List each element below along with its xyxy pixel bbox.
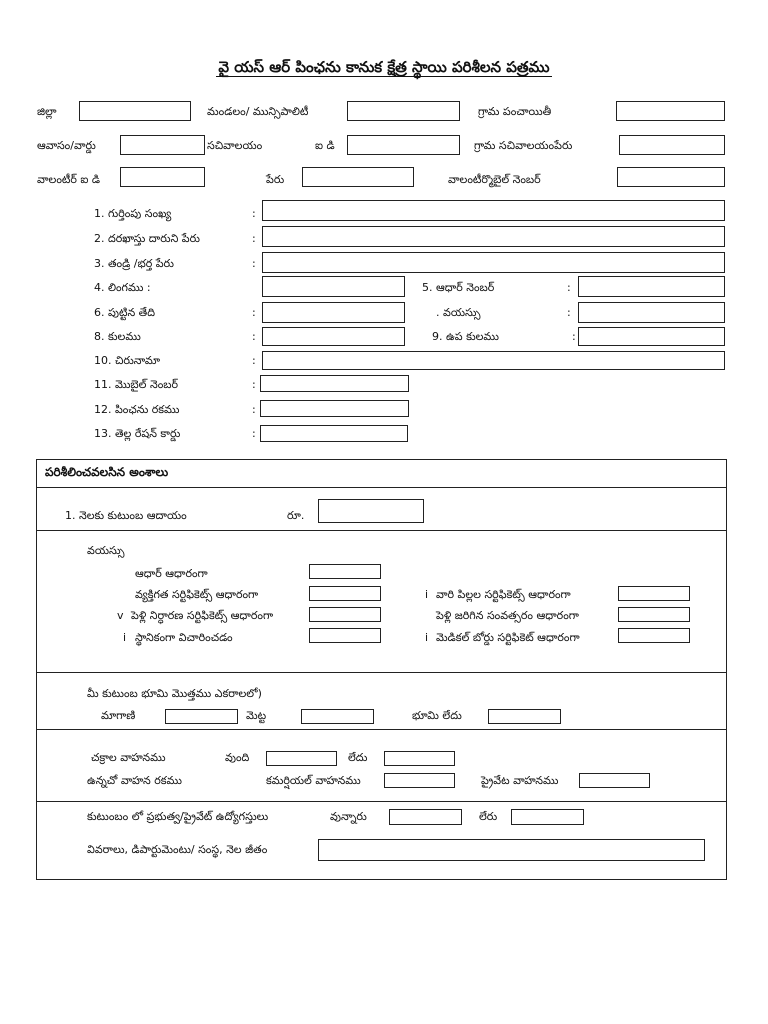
colon: : (252, 257, 256, 270)
employees-block (36, 801, 727, 880)
commercial-vehicle-label: కమర్షియల్ వాహనము (266, 774, 361, 787)
marker: i (425, 588, 429, 601)
medical-board-checkbox[interactable] (618, 628, 690, 643)
aadhaar-label: 5. ఆధార్ నెంబర్ (422, 281, 495, 294)
gram-panchayat-label: గ్రామ పంచాయితీ (478, 105, 552, 118)
employees-exist-label: వున్నారు (330, 810, 367, 823)
aadhaar-field[interactable] (578, 276, 725, 297)
marriage-year-checkbox[interactable] (618, 607, 690, 622)
ration-card-label: 13. తెల్ల రేషన్ కార్డు (94, 427, 181, 440)
colon: : (252, 403, 256, 416)
aadhaar-based-checkbox[interactable] (309, 564, 381, 579)
personal-cert-label: వ్యక్తిగత సర్టిఫికెట్స్ ఆధారంగా (135, 588, 259, 601)
colon: : (252, 306, 256, 319)
children-cert-label: వారి పిల్లల సర్టిఫికెట్స్ ఆధారంగా (436, 588, 571, 601)
age-verification-block (36, 530, 727, 673)
marriage-year-label: పెళ్లి జరిగిన సంవత్సరం ఆధారంగా (436, 609, 579, 622)
applicant-name-label: 2. దరఖాస్తు దారుని పేరు (94, 232, 200, 245)
gender-label: 4. లింగము : (94, 281, 151, 294)
mandal-field[interactable] (347, 101, 460, 121)
verification-heading: పరిశీలించవలసిన అంశాలు (45, 465, 169, 479)
details-field[interactable] (318, 839, 705, 861)
pension-type-label: 12. పింఛను రకము (94, 403, 180, 416)
rupees-label: రూ. (287, 509, 305, 522)
vehicle-no-checkbox[interactable] (384, 751, 455, 766)
id-label: ఐ డి (315, 139, 335, 152)
marker: v (117, 609, 124, 622)
private-vehicle-checkbox[interactable] (579, 773, 650, 788)
verification-heading-row (36, 459, 727, 488)
income-row (36, 487, 727, 531)
local-enquiry-checkbox[interactable] (309, 628, 381, 643)
details-label: వివరాలు, డిపార్టుమెంటు/ సంస్థ, నెల జీతం (87, 843, 268, 856)
commercial-vehicle-checkbox[interactable] (384, 773, 455, 788)
colon: : (252, 427, 256, 440)
vehicle-yes-label: వుంది (225, 751, 250, 764)
habitation-field[interactable] (120, 135, 205, 155)
identity-number-field[interactable] (262, 200, 725, 221)
personal-cert-checkbox[interactable] (309, 586, 381, 601)
caste-label: 8. కులము (94, 330, 141, 343)
dob-label: 6. పుట్టిన తేది (94, 306, 156, 319)
aadhaar-based-label: ఆధార్ ఆధారంగా (135, 567, 208, 580)
caste-field[interactable] (262, 327, 405, 346)
age-label: . వయస్సు (436, 306, 481, 319)
income-label: 1. నెలకు కుటుంబ ఆదాయం (65, 509, 187, 522)
vehicle-no-label: లేదు (348, 751, 368, 764)
colon: : (252, 354, 256, 367)
vehicle-yes-checkbox[interactable] (266, 751, 337, 766)
medical-board-label: మెడికల్ బోర్డు సర్టిఫికెట్ ఆధారంగా (436, 631, 580, 644)
marker: i (123, 631, 127, 644)
name-label: పేరు (266, 173, 285, 186)
pension-type-field[interactable] (260, 400, 409, 417)
dob-field[interactable] (262, 302, 405, 323)
wet-land-field[interactable] (165, 709, 238, 724)
colon: : (252, 207, 256, 220)
father-husband-name-field[interactable] (262, 252, 725, 273)
address-label: 10. చిరునామా (94, 354, 161, 367)
volunteer-id-label: వాలంటీర్ ఐ డి (37, 173, 101, 186)
address-field[interactable] (262, 351, 725, 370)
colon: : (567, 281, 571, 294)
land-block (36, 672, 727, 730)
gram-panchayat-field[interactable] (616, 101, 725, 121)
father-husband-name-label: 3. తండ్రి /భర్త పేరు (94, 257, 174, 270)
habitation-label: ఆవాసం/వార్డు (37, 139, 96, 152)
ration-card-field[interactable] (260, 425, 408, 442)
colon: : (567, 306, 571, 319)
age-field[interactable] (578, 302, 725, 323)
marriage-cert-checkbox[interactable] (309, 607, 381, 622)
gender-field[interactable] (262, 276, 405, 297)
sachivalayam-name-field[interactable] (619, 135, 725, 155)
employees-exist-checkbox[interactable] (389, 809, 462, 825)
colon: : (572, 330, 576, 343)
age-heading: వయస్సు (87, 544, 125, 557)
volunteer-mobile-label: వాలంటీర్మొబైల్ నెంబర్ (448, 173, 541, 186)
subcaste-field[interactable] (578, 327, 725, 346)
secretariat-id-field[interactable] (347, 135, 460, 155)
district-field[interactable] (79, 101, 191, 121)
employees-none-checkbox[interactable] (511, 809, 584, 825)
subcaste-label: 9. ఉప కులము (432, 330, 499, 343)
sachivalayam-name-label: గ్రామ సచివాలయంపేరు (474, 139, 573, 152)
mobile-field[interactable] (260, 375, 409, 392)
colon: : (252, 232, 256, 245)
identity-number-label: 1. గుర్తింపు సంఖ్య (94, 207, 172, 220)
no-land-label: భూమి లేదు (412, 709, 462, 722)
land-heading: మీ కుటుంబ భూమి మొత్తము ఎకరాలలో) (87, 687, 262, 700)
marker: i (425, 631, 429, 644)
volunteer-mobile-field[interactable] (617, 167, 725, 187)
volunteer-id-field[interactable] (120, 167, 205, 187)
applicant-name-field[interactable] (262, 226, 725, 247)
form-title: వై యస్ ఆర్ పింఛను కానుక క్షేత్ర స్థాయి పరిశీలన పత్రము (218, 58, 550, 76)
volunteer-name-field[interactable] (302, 167, 414, 187)
wet-land-label: మాగాణి (101, 709, 136, 722)
mandal-label: మండలం/ మున్సిపాలిటీ (207, 105, 309, 118)
secretariat-label: సచివాలయం (207, 139, 263, 152)
employees-label: కుటుంబం లో ప్రభుత్వ/ప్రైవేట్ ఉద్యోగస్తులు (87, 810, 269, 823)
marriage-cert-label: పెళ్లి నిర్ధారణ సర్టిఫికెట్స్ ఆధారంగా (131, 609, 274, 622)
income-field[interactable] (318, 499, 424, 523)
local-enquiry-label: స్థానికంగా విచారించడం (135, 631, 233, 644)
dry-land-label: మెట్ట (246, 709, 267, 722)
colon: : (252, 330, 256, 343)
vehicle-type-label: ఉన్నచో వాహన రకము (87, 774, 182, 787)
colon: : (252, 378, 256, 391)
dry-land-field[interactable] (301, 709, 374, 724)
four-wheeler-label: చక్రాల వాహనము (91, 751, 166, 764)
mobile-label: 11. మొబైల్ నెంబర్ (94, 378, 179, 391)
children-cert-checkbox[interactable] (618, 586, 690, 601)
private-vehicle-label: ప్రైవేట వాహనము (481, 774, 559, 787)
district-label: జిల్లా (37, 105, 57, 118)
no-land-field[interactable] (488, 709, 561, 724)
employees-none-label: లేరు (479, 810, 498, 823)
vehicle-block (36, 729, 727, 802)
